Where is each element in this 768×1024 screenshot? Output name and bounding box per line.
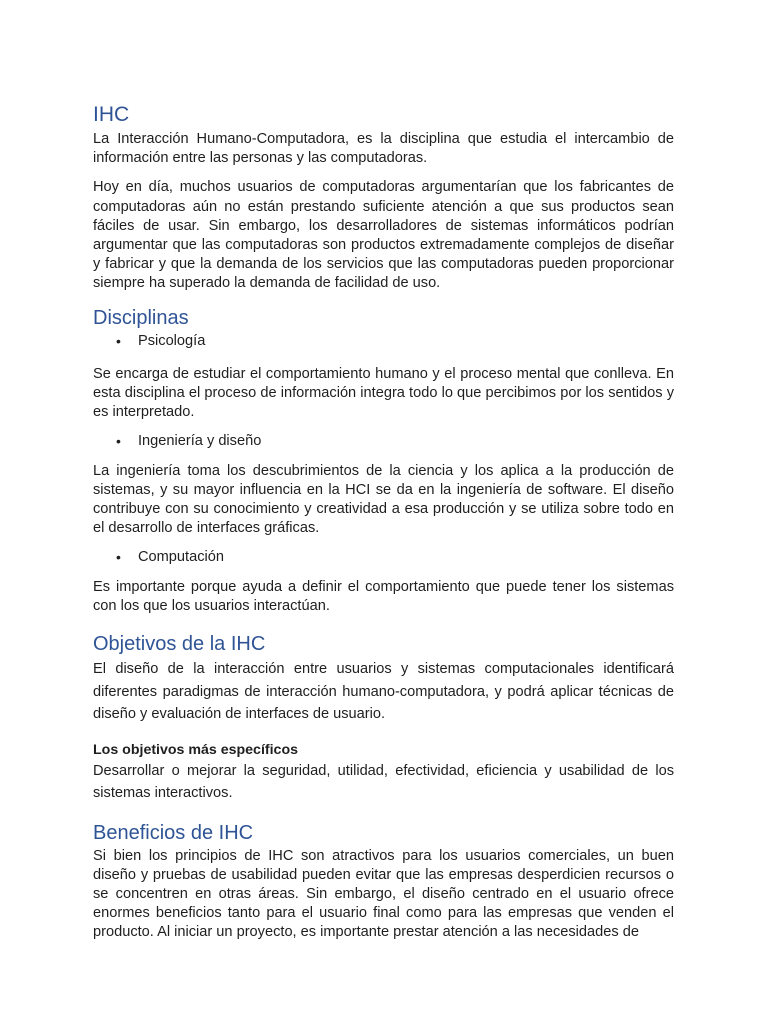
bullet-item-ingenieria: [93, 432, 674, 451]
bullet-icon: •: [116, 332, 121, 349]
paragraph-ihc-definition: La Interacción Humano-Computadora, es la disciplina que estudia el intercambio de información entre las personas y las computadoras.: [93, 131, 674, 167]
subheading-objetivos-especificos: Los objetivos más específicos: [93, 741, 299, 758]
paragraph-objetivos-especificos: Desarrollar o mejorar la seguridad, utilidad, efectividad, eficiencia y usabilidad de los sistemas interactivos.: [93, 762, 674, 802]
paragraph-psicologia: Se encarga de estudiar el comportamiento humano y el proceso mental que conlleva. En esta disciplina el proceso de información integra todo lo que percibimos por los sentidos y es interpretado.: [93, 365, 674, 421]
bullet-icon: •: [116, 549, 121, 566]
bullet-label: Computación: [138, 549, 224, 566]
bullet-label: Psicología: [138, 332, 206, 349]
bullet-item-computacion: [93, 548, 674, 567]
paragraph-computacion: Es importante porque ayuda a definir el comportamiento que puede tener los sistemas con los que los usuarios interactúan.: [93, 578, 674, 614]
objetivos-body: [93, 658, 674, 805]
paragraph-objetivos: El diseño de la interacción entre usuarios y sistemas computacionales identificará diferentes paradigmas de interacción humano-computadora, y podrá aplicar técnicas de diseño y evaluación de interfaces de usuario.: [93, 661, 674, 723]
bullet-item-psicologia: [93, 332, 674, 351]
paragraph-ihc-context: Hoy en día, muchos usuarios de computadoras argumentarían que los fabricantes de computadoras aún no están prestando suficiente atención a que sus productos sean fáciles de usar. Sin embargo, los desarrolladores de sistemas informáticos podrían argumentar que las computadoras son productos extremadamente complejos de diseñar y fabricar y que la demanda de los servicios que las computadoras pueden proporcionar siempre ha superado la demanda de facilidad de uso.: [93, 179, 674, 292]
bullet-label: Ingeniería y diseño: [138, 433, 262, 450]
heading-objetivos: Objetivos de la IHC: [93, 633, 266, 656]
heading-ihc: IHC: [93, 103, 130, 126]
heading-beneficios: Beneficios de IHC: [93, 821, 254, 844]
bullet-icon: •: [116, 433, 121, 450]
paragraph-ingenieria: La ingeniería toma los descubrimientos de la ciencia y los aplica a la producción de sistemas, y su mayor influencia en la HCI se da en la ingeniería de software. El diseño contribuye con su conocimiento y creatividad a esa producción y se utiliza sobre todo en el desarrollo de interfaces gráficas.: [93, 462, 674, 537]
paragraph-beneficios: Si bien los principios de IHC son atractivos para los usuarios comerciales, un buen diseño y pruebas de usabilidad pueden evitar que las empresas desperdicien recursos o se concentren en otras áreas. Sin embargo, el diseño centrado en el usuario ofrece enormes beneficios tanto para el usuario final como para las empresas que venden el producto. Al iniciar un proyecto, es importante prestar atención a las necesidades de: [93, 847, 674, 941]
document-page: [93, 98, 674, 943]
heading-disciplinas: Disciplinas: [93, 306, 189, 329]
